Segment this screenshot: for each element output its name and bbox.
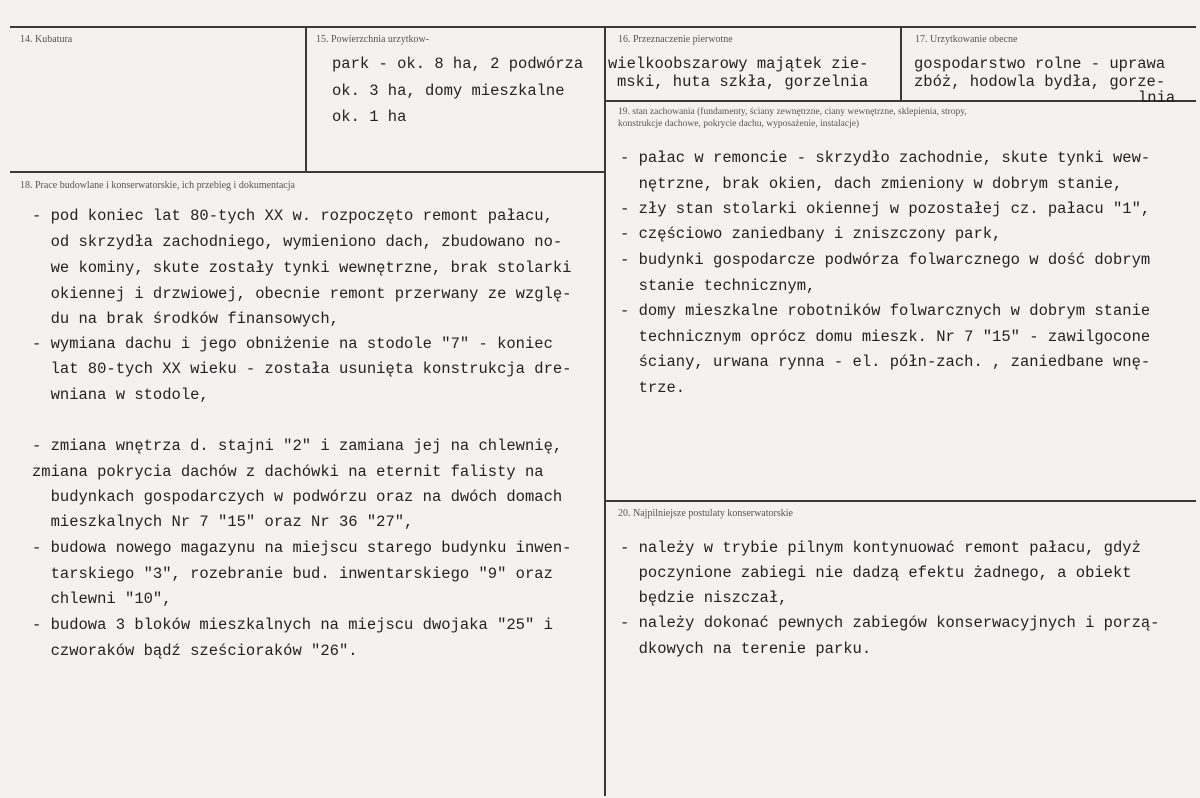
divider-14-15 xyxy=(305,26,307,171)
field-18-line: du na brak środków finansowych, xyxy=(32,310,339,328)
field-18-line: chlewni "10", xyxy=(32,590,172,608)
field-19-line: stanie technicznym, xyxy=(620,277,816,295)
field-20-line: - należy dokonać pewnych zabiegów konserwacyjnych i porzą- xyxy=(620,614,1160,632)
row1-bottom-rule-left xyxy=(10,171,606,173)
field-17-line: lnia xyxy=(1138,89,1176,107)
field-18-line: od skrzydła zachodniego, wymieniono dach, zbudowano no- xyxy=(32,233,563,251)
field-19-label: 19. stan zachowania (fundamenty, ściany zewnętrzne, ciany wewnętrzne, sklepienia, stropy, xyxy=(618,107,967,117)
field-18-label: 18. Prace budowlane i konserwatorskie, ich przebieg i dokumentacja xyxy=(20,180,295,191)
field-18-line: - budowa nowego magazynu na miejscu starego budynku inwen- xyxy=(32,539,572,557)
field-19-line: nętrzne, brak okien, dach zmieniony w dobrym stanie, xyxy=(620,175,1123,193)
field-15-label: 15. Powierzchnia urzytkow- xyxy=(316,34,430,45)
divider-16-17 xyxy=(900,26,902,101)
field-18-line: tarskiego "3", rozebranie bud. inwentarskiego "9" oraz xyxy=(32,565,553,583)
field-19-label: konstrukcje dachowe, pokrycie dachu, wyposażenie, instalacje) xyxy=(618,119,860,129)
field-20-label: 20. Najpilniejsze postulaty konserwatorskie xyxy=(618,508,793,519)
field-18-line: we kominy, skute zostały tynki wewnętrzne, brak stolarki xyxy=(32,259,572,277)
field-19-line: - budynki gospodarcze podwórza folwarcznego w dość dobrym xyxy=(620,251,1151,269)
field-19-line: ściany, urwana rynna - el. półn-zach. , zaniedbane wnę- xyxy=(620,353,1151,371)
field-18-line: czworaków bądź sześcioraków "26". xyxy=(32,642,358,660)
field-20-line: będzie niszczał, xyxy=(620,589,788,607)
field-20-line: dkowych na terenie parku. xyxy=(620,640,872,658)
field-15-line: park - ok. 8 ha, 2 podwórza xyxy=(332,55,584,73)
field-15-line: ok. 3 ha, domy mieszkalne xyxy=(332,82,565,100)
field-19-line: - pałac w remoncie - skrzydło zachodnie, skute tynki wew- xyxy=(620,149,1151,167)
field-19-line: - domy mieszkalne robotników folwarcznych w dobrym stanie xyxy=(620,302,1151,320)
field-20-line: - należy w trybie pilnym kontynuować remont pałacu, gdyż xyxy=(620,539,1141,557)
field-16-line: wielkoobszarowy majątek zie- xyxy=(608,55,869,73)
field-19-line: - częściowo zaniedbany i zniszczony park, xyxy=(620,225,1002,243)
top-rule xyxy=(10,26,1196,28)
field-18-line: - budowa 3 bloków mieszkalnych na miejscu dwojaka "25" i xyxy=(32,616,553,634)
field-18-line: wniana w stodole, xyxy=(32,386,209,404)
field-18-line: zmiana pokrycia dachów z dachówki na eternit falisty na xyxy=(32,463,544,481)
section-20-rule xyxy=(606,500,1196,502)
field-18-line: - zmiana wnętrza d. stajni "2" i zamiana jej na chlewnię, xyxy=(32,437,563,455)
field-18-line: lat 80-tych XX wieku - została usunięta konstrukcja dre- xyxy=(32,360,572,378)
field-19-line: - zły stan stolarki okiennej w pozostałej cz. pałacu "1", xyxy=(620,200,1151,218)
field-18-line: okiennej i drzwiowej, obecnie remont przerwany ze wzglę- xyxy=(32,285,572,303)
field-17-line: gospodarstwo rolne - uprawa xyxy=(914,55,1166,73)
field-17-label: 17. Urzytkowanie obecne xyxy=(915,34,1018,45)
field-16-line: mski, huta szkła, gorzelnia xyxy=(617,73,869,91)
field-18-line: budynkach gospodarczych w podwórzu oraz na dwóch domach xyxy=(32,488,563,506)
field-15-line: ok. 1 ha xyxy=(332,108,407,126)
field-17-line: zbóż, hodowla bydła, gorze- xyxy=(914,73,1166,91)
divider-left-right xyxy=(604,26,606,796)
field-16-label: 16. Przeznaczenie pierwotne xyxy=(618,34,733,45)
field-18-line: - wymiana dachu i jego obniżenie na stodole "7" - koniec xyxy=(32,335,553,353)
field-18-line: mieszkalnych Nr 7 "15" oraz Nr 36 "27", xyxy=(32,513,414,531)
field-19-line: technicznym oprócz domu mieszk. Nr 7 "15" - zawilgocone xyxy=(620,328,1151,346)
field-19-line: trze. xyxy=(620,379,686,397)
field-18-line: - pod koniec lat 80-tych XX w. rozpoczęto remont pałacu, xyxy=(32,207,553,225)
field-20-line: poczynione zabiegi nie dadzą efektu żadnego, a obiekt xyxy=(620,564,1132,582)
field-14-label: 14. Kubatura xyxy=(20,34,73,45)
